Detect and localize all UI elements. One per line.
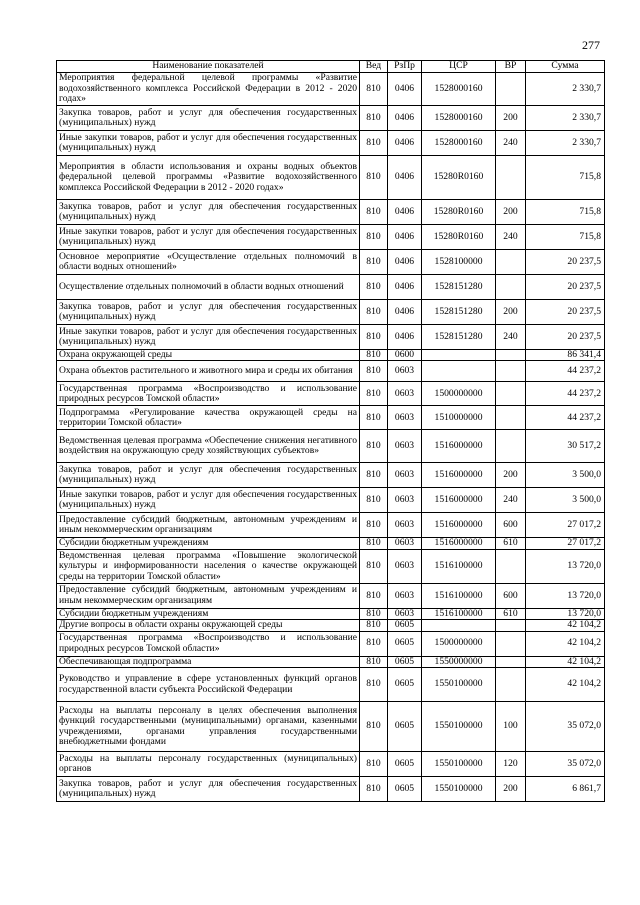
cell-vr: 200 [496,463,526,488]
cell-ved: 810 [360,538,388,549]
header-sum: Сумма [526,61,605,73]
cell-ved: 810 [360,156,388,200]
cell-csr: 1550100000 [422,702,496,752]
cell-csr [422,350,496,361]
cell-csr: 1500000000 [422,382,496,406]
cell-sum: 6 861,7 [526,777,605,802]
cell-csr: 1550100000 [422,777,496,802]
cell-sum: 35 072,0 [526,702,605,752]
cell-vr [496,620,526,631]
cell-csr: 1516000000 [422,513,496,538]
cell-name: Ведомственная целевая программа «Повышение экологической культуры и информированности населения о качестве окружающей среды на территории Томской области» [57,549,360,583]
cell-ved: 810 [360,225,388,250]
cell-csr: 1550100000 [422,752,496,777]
cell-vr [496,156,526,200]
cell-vr: 600 [496,583,526,608]
table-row [57,325,605,350]
cell-csr: 1516100000 [422,608,496,619]
cell-ved: 810 [360,350,388,361]
cell-name: Государственная программа «Воспроизводство и использование природных ресурсов Томской области» [57,382,360,406]
cell-sum: 35 072,0 [526,752,605,777]
header-name: Наименование показателей [57,61,360,73]
cell-csr: 1550000000 [422,656,496,667]
cell-csr: 1528000160 [422,131,496,156]
cell-name: Предоставление субсидий бюджетным, автономным учреждениям и иным некоммерческим организациям [57,583,360,608]
cell-name: Иные закупки товаров, работ и услуг для обеспечения государственных (муниципальных) нужд [57,131,360,156]
cell-sum: 13 720,0 [526,608,605,619]
cell-rzpr: 0605 [388,702,422,752]
table-row [57,361,605,382]
table-row [57,406,605,430]
cell-csr: 1516000000 [422,463,496,488]
cell-sum: 715,8 [526,225,605,250]
cell-rzpr: 0603 [388,463,422,488]
cell-rzpr: 0605 [388,668,422,702]
cell-name: Субсидии бюджетным учреждениям [57,608,360,619]
cell-name: Иные закупки товаров, работ и услуг для обеспечения государственных (муниципальных) нужд [57,325,360,350]
cell-rzpr: 0603 [388,488,422,513]
cell-rzpr: 0605 [388,752,422,777]
cell-name: Субсидии бюджетным учреждениям [57,538,360,549]
cell-rzpr: 0600 [388,350,422,361]
cell-sum: 2 330,7 [526,131,605,156]
cell-rzpr: 0406 [388,250,422,275]
cell-vr: 120 [496,752,526,777]
cell-csr: 1510000000 [422,406,496,430]
table-row [57,430,605,463]
cell-name: Закупка товаров, работ и услуг для обеспечения государственных (муниципальных) нужд [57,777,360,802]
cell-ved: 810 [360,73,388,106]
cell-name: Закупка товаров, работ и услуг для обеспечения государственных (муниципальных) нужд [57,300,360,325]
cell-name: Предоставление субсидий бюджетным, автономным учреждениям и иным некоммерческим организациям [57,513,360,538]
cell-csr [422,361,496,382]
cell-ved: 810 [360,463,388,488]
header-csr: ЦСР [422,61,496,73]
table-row [57,382,605,406]
cell-csr: 1528151280 [422,325,496,350]
cell-vr [496,250,526,275]
cell-vr [496,656,526,667]
cell-rzpr: 0406 [388,275,422,300]
cell-vr [496,668,526,702]
cell-ved: 810 [360,620,388,631]
cell-vr: 240 [496,225,526,250]
table-row [57,608,605,619]
cell-vr: 600 [496,513,526,538]
cell-sum: 2 330,7 [526,73,605,106]
cell-vr [496,382,526,406]
cell-ved: 810 [360,513,388,538]
cell-ved: 810 [360,608,388,619]
cell-ved: 810 [360,106,388,131]
table-row [57,656,605,667]
cell-ved: 810 [360,131,388,156]
table-row [57,702,605,752]
table-row [57,300,605,325]
cell-rzpr: 0406 [388,200,422,225]
cell-ved: 810 [360,275,388,300]
cell-rzpr: 0406 [388,73,422,106]
cell-rzpr: 0603 [388,549,422,583]
cell-vr: 240 [496,488,526,513]
cell-sum: 86 341,4 [526,350,605,361]
cell-rzpr: 0605 [388,631,422,656]
cell-vr: 200 [496,777,526,802]
table-row [57,250,605,275]
cell-csr: 1528100000 [422,250,496,275]
cell-vr: 200 [496,300,526,325]
cell-name: Государственная программа «Воспроизводство и использование природных ресурсов Томской области» [57,631,360,656]
cell-name: Другие вопросы в области охраны окружающей среды [57,620,360,631]
cell-sum: 13 720,0 [526,583,605,608]
table-row [57,200,605,225]
table-row [57,538,605,549]
cell-vr: 240 [496,131,526,156]
header-vr: ВР [496,61,526,73]
cell-vr: 610 [496,538,526,549]
cell-sum: 44 237,2 [526,406,605,430]
cell-vr [496,361,526,382]
cell-rzpr: 0406 [388,131,422,156]
cell-rzpr: 0605 [388,620,422,631]
cell-sum: 44 237,2 [526,382,605,406]
cell-sum: 44 237,2 [526,361,605,382]
cell-sum: 27 017,2 [526,513,605,538]
table-row [57,631,605,656]
cell-vr [496,73,526,106]
cell-name: Закупка товаров, работ и услуг для обеспечения государственных (муниципальных) нужд [57,463,360,488]
cell-ved: 810 [360,583,388,608]
cell-sum: 715,8 [526,200,605,225]
cell-ved: 810 [360,406,388,430]
cell-csr [422,620,496,631]
cell-vr: 240 [496,325,526,350]
cell-rzpr: 0603 [388,513,422,538]
cell-rzpr: 0406 [388,300,422,325]
cell-name: Мероприятия в области использования и охраны водных объектов федеральной целевой программы «Развитие водохозяйственного комплекса Российской Федерации в 2012 - 2020 годах» [57,156,360,200]
cell-ved: 810 [360,631,388,656]
table-row [57,156,605,200]
cell-rzpr: 0603 [388,538,422,549]
cell-sum: 42 104,2 [526,656,605,667]
table-row [57,106,605,131]
cell-csr: 15280R0160 [422,156,496,200]
cell-csr: 1550100000 [422,668,496,702]
cell-csr: 1500000000 [422,631,496,656]
budget-table [56,60,605,802]
cell-name: Расходы на выплаты персоналу в целях обеспечения выполнения функций государственными (муниципальными) органами, казенными учреждениями, органами управления государственными внебюджетными фондами [57,702,360,752]
cell-csr: 15280R0160 [422,200,496,225]
cell-rzpr: 0603 [388,361,422,382]
table-row [57,668,605,702]
cell-ved: 810 [360,250,388,275]
cell-sum: 42 104,2 [526,631,605,656]
cell-csr: 1516100000 [422,549,496,583]
cell-vr: 100 [496,702,526,752]
cell-vr [496,430,526,463]
table-row [57,225,605,250]
cell-sum: 42 104,2 [526,620,605,631]
table-body [57,73,605,802]
cell-rzpr: 0603 [388,608,422,619]
cell-rzpr: 0406 [388,106,422,131]
page-number: 277 [582,38,600,52]
cell-ved: 810 [360,752,388,777]
cell-csr: 1516000000 [422,430,496,463]
cell-sum: 20 237,5 [526,275,605,300]
cell-rzpr: 0603 [388,430,422,463]
cell-rzpr: 0603 [388,406,422,430]
table-row [57,583,605,608]
cell-csr: 1516000000 [422,538,496,549]
table-row [57,463,605,488]
cell-name: Основное мероприятие «Осуществление отдельных полномочий в области водных отношений» [57,250,360,275]
header-ved: Вед [360,61,388,73]
table-row [57,275,605,300]
table-row [57,131,605,156]
cell-ved: 810 [360,702,388,752]
table-row [57,488,605,513]
cell-rzpr: 0605 [388,777,422,802]
cell-rzpr: 0406 [388,156,422,200]
cell-sum: 3 500,0 [526,463,605,488]
table-row [57,777,605,802]
cell-sum: 3 500,0 [526,488,605,513]
cell-sum: 20 237,5 [526,250,605,275]
cell-vr [496,549,526,583]
table-row [57,752,605,777]
cell-sum: 715,8 [526,156,605,200]
cell-vr: 200 [496,200,526,225]
cell-sum: 42 104,2 [526,668,605,702]
table-row [57,350,605,361]
cell-ved: 810 [360,488,388,513]
cell-ved: 810 [360,668,388,702]
cell-vr [496,631,526,656]
cell-ved: 810 [360,382,388,406]
table-header-row [57,61,605,73]
cell-rzpr: 0406 [388,225,422,250]
cell-ved: 810 [360,430,388,463]
cell-ved: 810 [360,549,388,583]
cell-ved: 810 [360,777,388,802]
cell-rzpr: 0406 [388,325,422,350]
cell-csr: 1516100000 [422,583,496,608]
cell-name: Охрана окружающей среды [57,350,360,361]
cell-csr: 1528000160 [422,73,496,106]
cell-vr: 610 [496,608,526,619]
cell-sum: 13 720,0 [526,549,605,583]
cell-name: Расходы на выплаты персоналу государственных (муниципальных) органов [57,752,360,777]
cell-sum: 20 237,5 [526,300,605,325]
cell-csr: 15280R0160 [422,225,496,250]
cell-rzpr: 0603 [388,583,422,608]
cell-csr: 1528000160 [422,106,496,131]
cell-ved: 810 [360,300,388,325]
cell-name: Иные закупки товаров, работ и услуг для обеспечения государственных (муниципальных) нужд [57,225,360,250]
cell-name: Мероприятия федеральной целевой программы «Развитие водохозяйственного комплекса Российской Федерации в 2012 - 2020 годах» [57,73,360,106]
cell-name: Обеспечивающая подпрограмма [57,656,360,667]
cell-vr [496,406,526,430]
cell-ved: 810 [360,325,388,350]
cell-sum: 2 330,7 [526,106,605,131]
cell-sum: 30 517,2 [526,430,605,463]
cell-name: Ведомственная целевая программа «Обеспечение снижения негативного воздействия на окружающую среду хозяйствующих субъектов» [57,430,360,463]
table-row [57,549,605,583]
cell-csr: 1528151280 [422,300,496,325]
table-row [57,73,605,106]
cell-sum: 27 017,2 [526,538,605,549]
cell-csr: 1528151280 [422,275,496,300]
cell-name: Закупка товаров, работ и услуг для обеспечения государственных (муниципальных) нужд [57,200,360,225]
cell-name: Руководство и управление в сфере установленных функций органов государственной власти субъекта Российской Федерации [57,668,360,702]
cell-name: Осуществление отдельных полномочий в области водных отношений [57,275,360,300]
cell-name: Охрана объектов растительного и животного мира и среды их обитания [57,361,360,382]
table-row [57,513,605,538]
cell-vr [496,275,526,300]
header-rzpr: РзПр [388,61,422,73]
cell-name: Подпрограмма «Регулирование качества окружающей среды на территории Томской области» [57,406,360,430]
cell-name: Иные закупки товаров, работ и услуг для обеспечения государственных (муниципальных) нужд [57,488,360,513]
table-row [57,620,605,631]
cell-ved: 810 [360,200,388,225]
cell-sum: 20 237,5 [526,325,605,350]
cell-rzpr: 0605 [388,656,422,667]
cell-name: Закупка товаров, работ и услуг для обеспечения государственных (муниципальных) нужд [57,106,360,131]
cell-ved: 810 [360,361,388,382]
cell-vr [496,350,526,361]
cell-ved: 810 [360,656,388,667]
cell-rzpr: 0603 [388,382,422,406]
cell-vr: 200 [496,106,526,131]
cell-csr: 1516000000 [422,488,496,513]
